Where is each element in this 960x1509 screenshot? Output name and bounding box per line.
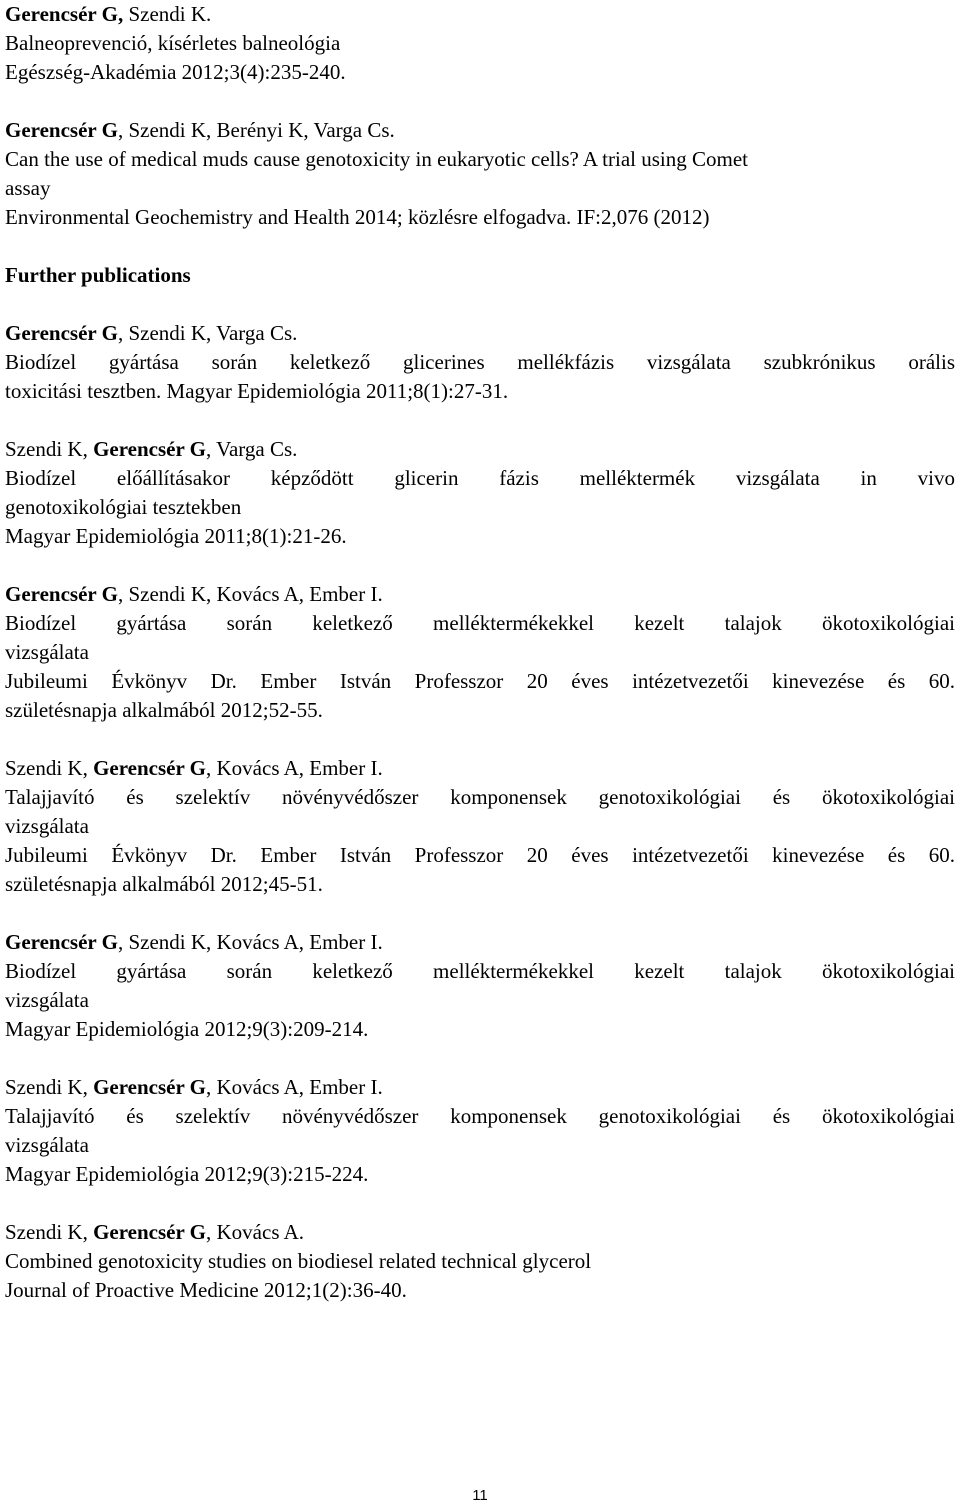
- publication-line: Biodízel gyártása során keletkező glicerines mellékfázis vizsgálata szubkrónikus orális: [5, 350, 955, 374]
- publication-entry: [5, 1073, 955, 1189]
- publication-line: Magyar Epidemiológia 2012;9(3):215-224.: [5, 1162, 369, 1186]
- publication-line: Can the use of medical muds cause genotoxicity in eukaryotic cells? A trial using Comet: [5, 147, 748, 171]
- publication-line: genotoxikológiai tesztekben: [5, 495, 242, 519]
- author-text: , Kovács A, Ember I.: [206, 756, 383, 780]
- publication-line: Magyar Epidemiológia 2012;9(3):209-214.: [5, 1017, 369, 1041]
- publication-authors: [5, 580, 955, 609]
- publication-line: Journal of Proactive Medicine 2012;1(2):36-40.: [5, 1278, 407, 1302]
- author-highlight: Gerencsér G: [5, 930, 118, 954]
- publication-entry: [5, 319, 955, 406]
- publication-authors: [5, 754, 955, 783]
- publication-line: Biodízel gyártása során keletkező melléktermékekkel kezelt talajok ökotoxikológiai: [5, 959, 955, 983]
- publication-authors: [5, 116, 955, 145]
- publication-line: toxicitási tesztben. Magyar Epidemiológia 2011;8(1):27-31.: [5, 379, 509, 403]
- publication-line: születésnapja alkalmából 2012;52-55.: [5, 698, 323, 722]
- publication-authors: [5, 928, 955, 957]
- author-text: , Kovács A.: [206, 1220, 305, 1244]
- publication-entry: [5, 116, 955, 232]
- publication-line: vizsgálata: [5, 1133, 89, 1157]
- publication-line: Egészség-Akadémia 2012;3(4):235-240.: [5, 60, 346, 84]
- publication-authors: [5, 1073, 955, 1102]
- author-highlight: Gerencsér G: [5, 582, 118, 606]
- publication-entry: [5, 0, 955, 87]
- publication-line: Biodízel előállításakor képződött glicerin fázis melléktermék vizsgálata in vivo: [5, 466, 955, 490]
- publication-line: Jubileumi Évkönyv Dr. Ember István Professzor 20 éves intézetvezetői kinevezése és 60.: [5, 669, 955, 693]
- author-highlight: Gerencsér G: [93, 437, 207, 461]
- author-highlight: ,: [117, 2, 129, 26]
- publication-entry: [5, 435, 955, 551]
- document-page: [5, 0, 955, 1305]
- page-number: 11: [472, 1487, 488, 1504]
- author-highlight: Gerencsér G: [93, 756, 207, 780]
- publication-line: Talajjavító és szelektív növényvédőszer komponensek genotoxikológiai és ökotoxikológiai: [5, 785, 955, 809]
- publication-authors: [5, 435, 955, 464]
- publication-line: Jubileumi Évkönyv Dr. Ember István Professzor 20 éves intézetvezetői kinevezése és 60.: [5, 843, 955, 867]
- author-text: , Varga Cs.: [206, 437, 298, 461]
- author-text: , Kovács A, Ember I.: [206, 1075, 383, 1099]
- publication-line: Magyar Epidemiológia 2011;8(1):21-26.: [5, 524, 347, 548]
- publication-line: születésnapja alkalmából 2012;45-51.: [5, 872, 323, 896]
- publication-entry: [5, 754, 955, 899]
- author-text: Szendi K,: [5, 1220, 94, 1244]
- publication-entry: [5, 580, 955, 725]
- author-highlight: Gerencsér G: [5, 321, 118, 345]
- publication-line: Combined genotoxicity studies on biodiesel related technical glycerol: [5, 1249, 592, 1273]
- publication-line: vizsgálata: [5, 988, 89, 1012]
- publication-entry: [5, 928, 955, 1044]
- publication-line: vizsgálata: [5, 640, 89, 664]
- author-highlight: Gerencsér G: [5, 118, 118, 142]
- publication-authors: [5, 319, 955, 348]
- publication-line: assay: [5, 176, 51, 200]
- publication-line: Talajjavító és szelektív növényvédőszer komponensek genotoxikológiai és ökotoxikológiai: [5, 1104, 955, 1128]
- author-text: Szendi K.: [128, 2, 212, 26]
- author-text: , Szendi K, Varga Cs.: [117, 321, 298, 345]
- publication-line: Environmental Geochemistry and Health 2014; közlésre elfogadva. IF:2,076 (2012): [5, 205, 710, 229]
- author-text: , Szendi K, Berényi K, Varga Cs.: [117, 118, 395, 142]
- section-heading: Further publications: [5, 263, 191, 287]
- publication-line: vizsgálata: [5, 814, 89, 838]
- author-highlight: Gerencsér G: [93, 1075, 207, 1099]
- author-text: , Szendi K, Kovács A, Ember I.: [117, 582, 383, 606]
- publication-authors: [5, 0, 955, 29]
- publication-entry: [5, 1218, 955, 1305]
- publication-line: Balneoprevenció, kísérletes balneológia: [5, 31, 341, 55]
- publication-authors: [5, 1218, 955, 1247]
- author-text: Szendi K,: [5, 437, 94, 461]
- author-text: , Szendi K, Kovács A, Ember I.: [117, 930, 383, 954]
- author-text: Szendi K,: [5, 1075, 94, 1099]
- author-highlight: Gerencsér G: [93, 1220, 207, 1244]
- publication-line: Biodízel gyártása során keletkező melléktermékekkel kezelt talajok ökotoxikológiai: [5, 611, 955, 635]
- author-text: Szendi K,: [5, 756, 94, 780]
- author-highlight: Gerencsér G: [5, 2, 118, 26]
- publication-list-further: [5, 319, 955, 1305]
- publication-list-top: [5, 0, 955, 232]
